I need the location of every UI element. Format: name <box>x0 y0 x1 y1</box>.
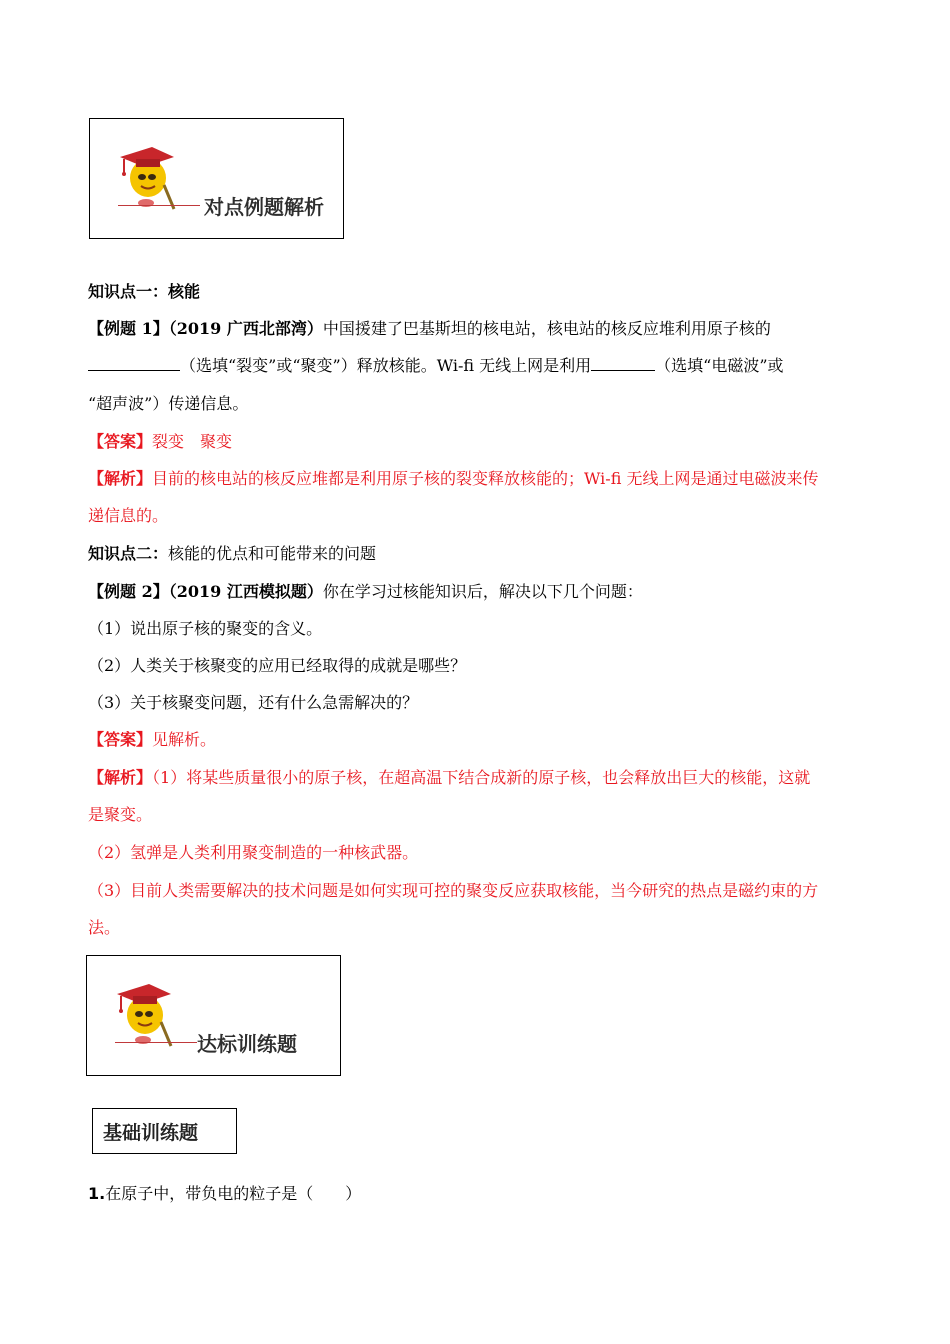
answer-blank <box>88 356 180 371</box>
example-1-line-2: （选填“裂变”或“聚变”）释放核能。Wi-fi 无线上网是利用 （选填“电磁波”或 <box>88 355 784 377</box>
example-tag: 【例题 1】 <box>88 319 169 338</box>
example-2-analysis-2: （2）氢弹是人类利用聚变制造的一种核武器。 <box>88 843 419 862</box>
example-1-analysis-line-2: 递信息的。 <box>88 506 169 525</box>
banner-standard-training <box>86 955 341 1076</box>
banner-title: 对点例题解析 <box>204 195 324 219</box>
section-title: 基础训练题 <box>103 1122 199 1144</box>
knowledge-point-1: 知识点一：核能 <box>88 282 201 301</box>
example-2-answer: 【答案】见解析。 <box>88 730 217 749</box>
example-2-analysis-3-cont: 法。 <box>88 918 121 937</box>
example-2-question-3: （3）关于核聚变问题，还有什么急需解决的？ <box>88 693 419 712</box>
banner-title: 达标训练题 <box>197 1032 297 1056</box>
section-basic-training <box>92 1108 237 1154</box>
example-2-intro: 【例题 2】（2019 江西模拟题）你在学习过核能知识后，解决以下几个问题： <box>88 582 643 601</box>
example-source: （2019 广西北部湾） <box>168 319 323 338</box>
example-2-analysis-1: 【解析】（1）将某些质量很小的原子核，在超高温下结合成新的原子核，也会释放出巨大的核能，这就 <box>88 768 811 787</box>
example-1-analysis-line-1: 【解析】目前的核电站的核反应堆都是利用原子核的裂变释放核能的；Wi-fi 无线上网是通过电磁波来传 <box>88 469 819 488</box>
answer-blank <box>591 356 655 371</box>
banner-example-analysis <box>89 118 344 239</box>
example-1-line-3: “超声波”）传递信息。 <box>88 394 249 413</box>
example-2-question-1: （1）说出原子核的聚变的含义。 <box>88 619 323 638</box>
example-2-question-2: （2）人类关于核聚变的应用已经取得的成就是哪些？ <box>88 656 467 675</box>
question-1: 1.在原子中，带负电的粒子是（ ） <box>88 1184 362 1203</box>
example-2-analysis-3: （3）目前人类需要解决的技术问题是如何实现可控的聚变反应获取核能，当今研究的热点是磁约束的方 <box>88 881 819 900</box>
example-1-answer: 【答案】裂变 聚变 <box>88 432 233 451</box>
knowledge-point-2: 知识点二：核能的优点和可能带来的问题 <box>88 544 377 563</box>
mascot-graduate-icon <box>109 970 179 1050</box>
example-1-line-1: 【例题 1】（2019 广西北部湾）中国援建了巴基斯坦的核电站，核电站的核反应堆利用原子核的 <box>88 319 771 338</box>
example-2-analysis-1-cont: 是聚变。 <box>88 805 153 824</box>
mascot-graduate-icon <box>112 133 182 213</box>
